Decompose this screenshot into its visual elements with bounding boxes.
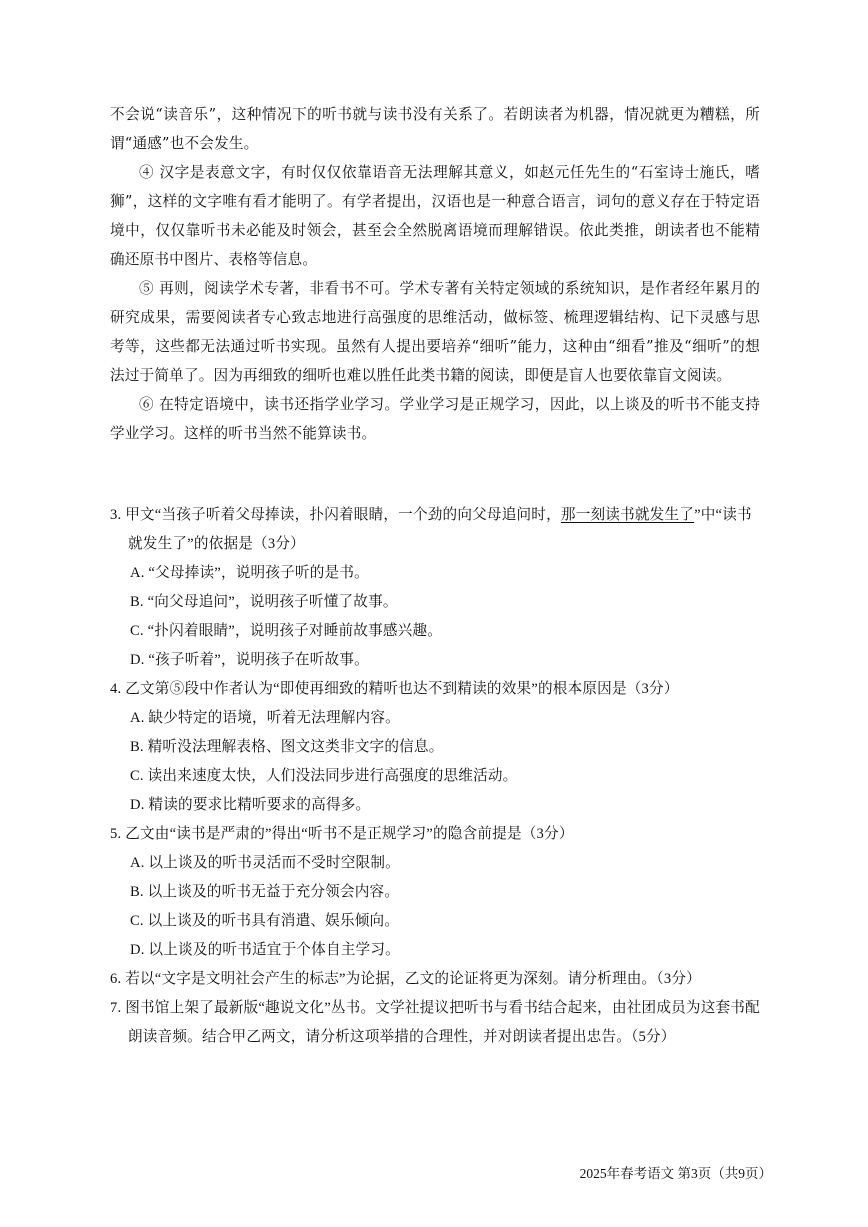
question-4-option-b: B. 精听没法理解表格、图文这类非文字的信息。 [130,739,444,755]
passage-paragraph-6: ⑥ 在特定语境中，读书还指学业学习。学业学习是正规学习，因此，以上谈及的听书不能支持学业学习。这样的听书当然不能算读书。 [110,396,760,442]
question-6-stem: 6. 若以“文字是文明社会产生的标志”为论据，乙文的论证将更为深刻。请分析理由。（3分） [110,971,701,987]
question-5-option-c: C. 以上谈及的听书具有消遣、娱乐倾向。 [130,913,400,929]
question-3-stem-underlined: 那一刻读书就发生了 [560,507,695,523]
question-5-option-b: B. 以上谈及的听书无益于充分领会内容。 [130,884,400,900]
question-3-option-a: A. “父母捧读”，说明孩子听的是书。 [130,565,369,581]
question-3-option-d: D. “孩子听着”，说明孩子在听故事。 [130,652,369,668]
question-3-stem-before: 3. 甲文“当孩子听着父母捧读，扑闪着眼睛，一个劲的向父母追问时， [110,507,561,523]
page-footer: 2025年春考语文 第3页（共9页） [579,1166,772,1181]
question-7-stem: 7. 图书馆上架了最新版“趣说文化”丛书。文学社提议把听书与看书结合起来，由社团成员为这套书配朗读音频。结合甲乙两文，请分析这项举措的合理性，并对朗读者提出忠告。（5分） [110,1000,760,1045]
question-3-stem-after: ”中“读书就发生了”的依据是（3分） [128,507,752,552]
question-5 [110,820,760,965]
question-5-option-d: D. 以上谈及的听书适宜于个体自主学习。 [130,942,400,958]
question-4-option-d: D. 精读的要求比精听要求的高得多。 [130,797,371,813]
question-5-option-a: A. 以上谈及的听书灵活而不受时空限制。 [130,855,400,871]
question-4-option-c: C. 读出来速度太快，人们没法同步进行高强度的思维活动。 [130,768,518,784]
passage-paragraph-5: ⑤ 再则，阅读学术专著，非看书不可。学术专著有关特定领域的系统知识，是作者经年累月的研究成果，需要阅读者专心致志地进行高强度的思维活动，做标签、梳理逻辑结构、记下灵感与思考等，这些都无法通过听书实现。虽然有人提出要培养“细听”能力，这种由“细看”推及“细听”的想法过于简单了。因为再细致的细听也难以胜任此类书籍的阅读，即便是盲人也要依靠盲文阅读。 [110,280,760,384]
question-3-stem [110,501,760,559]
passage-paragraph-4: ④ 汉字是表意文字，有时仅仅依靠语音无法理解其意义，如赵元任先生的“石室诗士施氏，嗜狮”，这样的文字唯有看才能明了。有学者提出，汉语也是一种意合语言，词句的意义存在于特定语境中，仅仅靠听书未必能及时领会，甚至会全然脱离语境而理解错误。依此类推，朗读者也不能精确还原书中图片、表格等信息。 [110,164,760,268]
question-4 [110,675,760,820]
question-3-option-b: B. “向父母追问”，说明孩子听懂了故事。 [130,594,398,610]
question-5-stem: 5. 乙文由“读书是严肃的”得出“听书不是正规学习”的隐含前提是（3分） [110,826,574,842]
question-3 [110,501,760,675]
question-3-option-c: C. “扑闪着眼睛”，说明孩子对睡前故事感兴趣。 [130,623,443,639]
question-4-stem: 4. 乙文第⑤段中作者认为“即使再细致的精听也达不到精读的效果”的根本原因是（3分） [110,681,679,697]
passage [110,100,760,448]
question-4-option-a: A. 缺少特定的语境，听着无法理解内容。 [130,710,400,726]
questions [110,501,760,1052]
passage-paragraph-continued: 不会说“读音乐”，这种情况下的听书就与读书没有关系了。若朗读者为机器，情况就更为糟糕，所谓“通感”也不会发生。 [110,106,760,152]
